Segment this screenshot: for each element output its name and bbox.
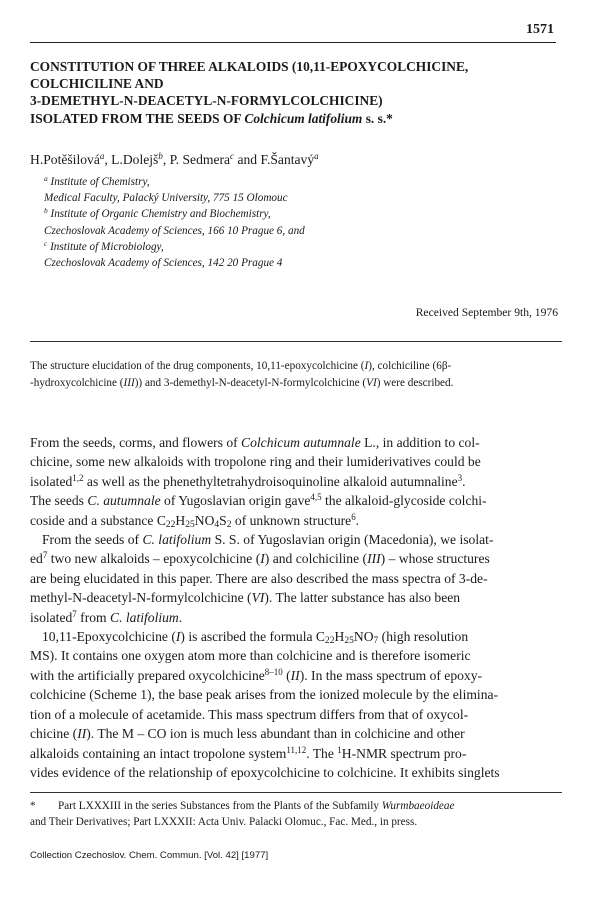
affiliation-text: Czechoslovak Academy of Sciences, 142 20 Prague 4 [44, 257, 283, 270]
affiliation-text: Institute of Chemistry, [50, 176, 150, 188]
affiliation-text: Czechoslovak Academy of Sciences, 166 10 Prague 6, and [44, 224, 305, 237]
title-line [30, 110, 570, 127]
abstract-line: -hydroxycolchicine (III)) and 3-demethyl-N-deacetyl-N-formylcolchicine (VI) were described. [30, 376, 454, 389]
affiliation-line [44, 239, 305, 255]
affiliation-line [44, 255, 305, 271]
author: P. Sedmera [169, 152, 231, 167]
affiliation-text: Medical Faculty, Palacký University, 775 15 Olomouc [44, 192, 288, 205]
author: H.Potěšilová [30, 152, 100, 167]
received-date: Received September 9th, 1976 [415, 306, 558, 319]
body-line: are being elucidated in this paper. There are also described the mass spectra of 3-de- [30, 570, 488, 586]
body-line: coside and a substance $C_{22}H_{25}NO_4S_2$ of unknown structure$^6$. [30, 511, 360, 530]
abstract-rule [30, 341, 562, 342]
body-line: isolated$^7$ from C. latifolium. [30, 608, 183, 625]
author: F.Šantavý [260, 152, 315, 167]
author-list: H.Potěšilová$^a$, L.Dolejš$^b$, P. Sedmera$^c$ and F.Šantavý$^a$ [30, 151, 319, 167]
affil-mark: c [44, 238, 48, 248]
footnote [30, 798, 454, 830]
footnote-mark: * [30, 800, 36, 812]
affiliation-text: Institute of Microbiology, [50, 240, 164, 253]
author-conjunction: and [237, 152, 258, 167]
body-line: methyl-N-deacetyl-N-formylcolchicine (VI). The latter substance has also been [30, 590, 461, 606]
affil-mark: b [44, 206, 48, 216]
body-line: $ed^7$ two new alkaloids – epoxycolchicine (I) and colchiciline (III) – whose structures [30, 550, 490, 567]
header-rule [30, 42, 556, 43]
title-line: COLCHICILINE AND [30, 76, 164, 92]
page-number: 1571 [526, 22, 554, 37]
body-text [30, 433, 570, 782]
affiliation-line [44, 190, 305, 206]
affil-mark: b [158, 151, 163, 162]
footnote-line: and Their Derivatives; Part LXXXII: Acta Univ. Palacki Olomuc., Fac. Med., in press. [30, 816, 418, 828]
abstract [30, 358, 562, 391]
affiliation-list [44, 174, 305, 271]
affil-mark: a [99, 151, 105, 162]
affiliation-line [44, 223, 305, 239]
affil-mark: a [314, 151, 319, 162]
title-text: ISOLATED FROM THE SEEDS OF [30, 110, 245, 126]
body-line: From the seeds of C. latifolium S. S. of Yugoslavian origin (Macedonia), we isolat- [42, 532, 494, 548]
author: L.Dolejš [111, 152, 159, 167]
body-line: alkaloids containing an intact tropolone system$^{11,12}$. The $^1$H-NMR spectrum pro- [30, 744, 467, 761]
body-line: with the artificially prepared oxycolchicine$^{8-10}$ (II). In the mass spectrum of epoxy- [30, 666, 483, 683]
footnote-line: * Part LXXXIII in the series Substances from the Plants of the Subfamily Wurmbaeoideae [30, 800, 455, 812]
affiliation-line [44, 206, 305, 222]
body-line: 10,11-Epoxycolchicine (I) is ascribed the formula $C_{22}H_{25}NO_7$ (high resolution [42, 629, 469, 646]
body-line: The seeds C. autumnale of Yugoslavian origin gave$^{4,5}$ the alkaloid-glycoside colchi- [30, 492, 487, 509]
footnote-rule [30, 792, 562, 793]
affiliation-text: Institute of Organic Chemistry and Biochemistry, [50, 208, 271, 221]
affiliation-line [44, 174, 305, 190]
body-line: vides evidence of the relationship of epoxycolchicine to colchicine. It exhibits singlets [30, 764, 500, 780]
article-title [30, 58, 570, 127]
affil-mark: a [44, 173, 48, 183]
body-line: chicine, some new alkaloids with tropolone ring and their lumiderivatives could be [30, 454, 481, 470]
title-line: CONSTITUTION OF THREE ALKALOIDS (10,11-EPOXYCOLCHICINE, [30, 59, 469, 74]
body-line: MS). It contains one oxygen atom more than colchicine and is therefore isomeric [30, 648, 471, 664]
title-species: Colchicum latifolium [244, 110, 363, 126]
title-text: s. s.* [362, 110, 393, 126]
affil-mark: c [230, 151, 235, 162]
abstract-line: The structure elucidation of the drug components, 10,11-epoxycolchicine (I), colchiciline (6β- [30, 360, 452, 372]
title-line: 3-DEMETHYL-N-DEACETYL-N-FORMYLCOLCHICINE) [30, 93, 383, 109]
body-line: chicine (II). The M – CO ion is much less abundant than in colchicine and other [30, 726, 465, 742]
journal-citation: Collection Czechoslov. Chem. Commun. [Vol. 42] [1977] [30, 850, 269, 861]
body-line: tion of a molecule of acetamide. This mass spectrum differs from that of oxycol- [30, 706, 469, 722]
body-line: From the seeds, corms, and flowers of Colchicum autumnale L., in addition to col- [30, 435, 480, 450]
body-line: colchicine (Scheme 1), the base peak arises from the ionized molecule by the elimina- [30, 687, 499, 703]
body-line: isolated$^{1,2}$ as well as the phenethyltetrahydroisoquinoline alkaloid autumnaline$^3$. [30, 472, 466, 489]
